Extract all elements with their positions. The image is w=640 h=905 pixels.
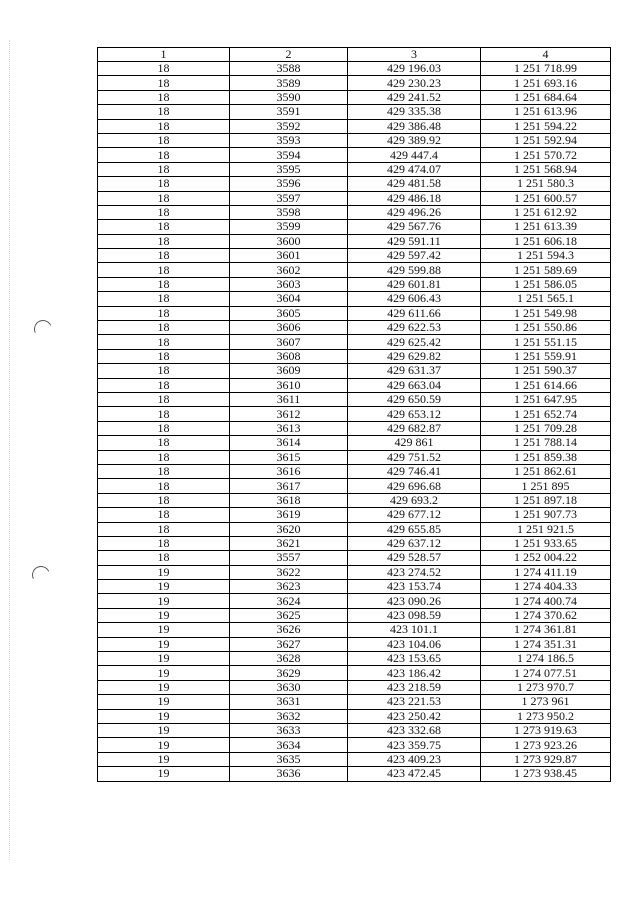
x-coordinate-cell: 429 335.38 bbox=[348, 105, 481, 119]
x-coordinate-cell: 429 241.52 bbox=[348, 90, 481, 104]
section-number-cell: 18 bbox=[98, 220, 230, 234]
y-coordinate-cell: 1 251 549.98 bbox=[481, 306, 611, 320]
section-number-cell: 18 bbox=[98, 191, 230, 205]
table-row bbox=[98, 551, 611, 565]
point-number-cell: 3590 bbox=[230, 90, 348, 104]
table-row bbox=[98, 594, 611, 608]
x-coordinate-cell: 429 486.18 bbox=[348, 191, 481, 205]
table-row bbox=[98, 162, 611, 176]
table-row bbox=[98, 292, 611, 306]
x-coordinate-cell: 423 153.65 bbox=[348, 652, 481, 666]
y-coordinate-cell: 1 251 580.3 bbox=[481, 177, 611, 191]
y-coordinate-cell: 1 251 586.05 bbox=[481, 277, 611, 291]
section-number-cell: 18 bbox=[98, 292, 230, 306]
table-row bbox=[98, 608, 611, 622]
x-coordinate-cell: 429 389.92 bbox=[348, 133, 481, 147]
y-coordinate-cell: 1 251 594.3 bbox=[481, 249, 611, 263]
y-coordinate-cell: 1 251 570.72 bbox=[481, 148, 611, 162]
table-row bbox=[98, 522, 611, 536]
x-coordinate-cell: 429 591.11 bbox=[348, 234, 481, 248]
y-coordinate-cell: 1 274 361.81 bbox=[481, 623, 611, 637]
section-number-cell: 18 bbox=[98, 90, 230, 104]
table-row bbox=[98, 493, 611, 507]
x-coordinate-cell: 429 696.68 bbox=[348, 479, 481, 493]
y-coordinate-cell: 1 251 693.16 bbox=[481, 76, 611, 90]
x-coordinate-cell: 423 409.23 bbox=[348, 752, 481, 766]
x-coordinate-cell: 429 682.87 bbox=[348, 421, 481, 435]
x-coordinate-cell: 429 751.52 bbox=[348, 450, 481, 464]
table-row bbox=[98, 349, 611, 363]
x-coordinate-cell: 423 218.59 bbox=[348, 680, 481, 694]
table-row bbox=[98, 752, 611, 766]
x-coordinate-cell: 423 098.59 bbox=[348, 608, 481, 622]
y-coordinate-cell: 1 251 592.94 bbox=[481, 133, 611, 147]
y-coordinate-cell: 1 274 370.62 bbox=[481, 608, 611, 622]
y-coordinate-cell: 1 273 938.45 bbox=[481, 767, 611, 781]
table-row bbox=[98, 90, 611, 104]
x-coordinate-cell: 429 474.07 bbox=[348, 162, 481, 176]
section-number-cell: 19 bbox=[98, 709, 230, 723]
x-coordinate-cell: 429 196.03 bbox=[348, 62, 481, 76]
table-row bbox=[98, 623, 611, 637]
point-number-cell: 3613 bbox=[230, 421, 348, 435]
table-row bbox=[98, 191, 611, 205]
point-number-cell: 3607 bbox=[230, 335, 348, 349]
table-row bbox=[98, 652, 611, 666]
y-coordinate-cell: 1 273 950.2 bbox=[481, 709, 611, 723]
table-row bbox=[98, 177, 611, 191]
section-number-cell: 18 bbox=[98, 263, 230, 277]
section-number-cell: 18 bbox=[98, 349, 230, 363]
point-number-cell: 3591 bbox=[230, 105, 348, 119]
section-number-cell: 18 bbox=[98, 407, 230, 421]
point-number-cell: 3596 bbox=[230, 177, 348, 191]
x-coordinate-cell: 429 606.43 bbox=[348, 292, 481, 306]
point-number-cell: 3631 bbox=[230, 695, 348, 709]
x-coordinate-cell: 429 629.82 bbox=[348, 349, 481, 363]
x-coordinate-cell: 429 622.53 bbox=[348, 321, 481, 335]
point-number-cell: 3605 bbox=[230, 306, 348, 320]
point-number-cell: 3632 bbox=[230, 709, 348, 723]
point-number-cell: 3616 bbox=[230, 464, 348, 478]
y-coordinate-cell: 1 274 186.5 bbox=[481, 652, 611, 666]
table-row bbox=[98, 119, 611, 133]
point-number-cell: 3636 bbox=[230, 767, 348, 781]
point-number-cell: 3633 bbox=[230, 723, 348, 737]
section-number-cell: 18 bbox=[98, 205, 230, 219]
y-coordinate-cell: 1 273 929.87 bbox=[481, 752, 611, 766]
section-number-cell: 18 bbox=[98, 436, 230, 450]
section-number-cell: 18 bbox=[98, 321, 230, 335]
section-number-cell: 19 bbox=[98, 652, 230, 666]
x-coordinate-cell: 429 746.41 bbox=[348, 464, 481, 478]
x-coordinate-cell: 429 481.58 bbox=[348, 177, 481, 191]
table-row bbox=[98, 723, 611, 737]
column-header: 1 bbox=[98, 48, 230, 62]
x-coordinate-cell: 429 861 bbox=[348, 436, 481, 450]
section-number-cell: 19 bbox=[98, 752, 230, 766]
table-row bbox=[98, 148, 611, 162]
y-coordinate-cell: 1 274 077.51 bbox=[481, 666, 611, 680]
point-number-cell: 3557 bbox=[230, 551, 348, 565]
table-row bbox=[98, 335, 611, 349]
y-coordinate-cell: 1 251 606.18 bbox=[481, 234, 611, 248]
section-number-cell: 19 bbox=[98, 723, 230, 737]
point-number-cell: 3603 bbox=[230, 277, 348, 291]
section-number-cell: 18 bbox=[98, 105, 230, 119]
x-coordinate-cell: 423 090.26 bbox=[348, 594, 481, 608]
x-coordinate-cell: 423 101.1 bbox=[348, 623, 481, 637]
section-number-cell: 19 bbox=[98, 594, 230, 608]
table-row bbox=[98, 637, 611, 651]
point-number-cell: 3617 bbox=[230, 479, 348, 493]
x-coordinate-cell: 423 104.06 bbox=[348, 637, 481, 651]
table-row bbox=[98, 767, 611, 781]
y-coordinate-cell: 1 251 897.18 bbox=[481, 493, 611, 507]
x-coordinate-cell: 429 631.37 bbox=[348, 364, 481, 378]
table-row bbox=[98, 378, 611, 392]
y-coordinate-cell: 1 273 923.26 bbox=[481, 738, 611, 752]
point-number-cell: 3624 bbox=[230, 594, 348, 608]
point-number-cell: 3602 bbox=[230, 263, 348, 277]
section-number-cell: 19 bbox=[98, 666, 230, 680]
table-row bbox=[98, 62, 611, 76]
point-number-cell: 3621 bbox=[230, 536, 348, 550]
point-number-cell: 3600 bbox=[230, 234, 348, 248]
x-coordinate-cell: 429 625.42 bbox=[348, 335, 481, 349]
column-header: 3 bbox=[348, 48, 481, 62]
point-number-cell: 3628 bbox=[230, 652, 348, 666]
section-number-cell: 18 bbox=[98, 392, 230, 406]
point-number-cell: 3598 bbox=[230, 205, 348, 219]
column-header: 4 bbox=[481, 48, 611, 62]
x-coordinate-cell: 429 496.26 bbox=[348, 205, 481, 219]
section-number-cell: 19 bbox=[98, 695, 230, 709]
y-coordinate-cell: 1 251 565.1 bbox=[481, 292, 611, 306]
y-coordinate-cell: 1 251 684.64 bbox=[481, 90, 611, 104]
point-number-cell: 3606 bbox=[230, 321, 348, 335]
x-coordinate-cell: 429 567.76 bbox=[348, 220, 481, 234]
table-row bbox=[98, 76, 611, 90]
table-row bbox=[98, 666, 611, 680]
y-coordinate-cell: 1 251 647.95 bbox=[481, 392, 611, 406]
x-coordinate-cell: 423 250.42 bbox=[348, 709, 481, 723]
x-coordinate-cell: 423 332.68 bbox=[348, 723, 481, 737]
y-coordinate-cell: 1 251 614.66 bbox=[481, 378, 611, 392]
section-number-cell: 18 bbox=[98, 522, 230, 536]
x-coordinate-cell: 429 386.48 bbox=[348, 119, 481, 133]
point-number-cell: 3599 bbox=[230, 220, 348, 234]
x-coordinate-cell: 429 663.04 bbox=[348, 378, 481, 392]
point-number-cell: 3619 bbox=[230, 508, 348, 522]
y-coordinate-cell: 1 251 652.74 bbox=[481, 407, 611, 421]
table-row bbox=[98, 105, 611, 119]
punch-hole-mark bbox=[29, 563, 52, 586]
x-coordinate-cell: 429 653.12 bbox=[348, 407, 481, 421]
point-number-cell: 3611 bbox=[230, 392, 348, 406]
section-number-cell: 18 bbox=[98, 133, 230, 147]
point-number-cell: 3610 bbox=[230, 378, 348, 392]
table-row bbox=[98, 464, 611, 478]
x-coordinate-cell: 423 274.52 bbox=[348, 565, 481, 579]
table-row bbox=[98, 263, 611, 277]
x-coordinate-cell: 429 528.57 bbox=[348, 551, 481, 565]
y-coordinate-cell: 1 251 862.61 bbox=[481, 464, 611, 478]
y-coordinate-cell: 1 251 613.96 bbox=[481, 105, 611, 119]
table-row bbox=[98, 508, 611, 522]
table-row bbox=[98, 220, 611, 234]
table-row bbox=[98, 421, 611, 435]
table-row bbox=[98, 738, 611, 752]
punch-hole-mark bbox=[31, 317, 54, 340]
section-number-cell: 18 bbox=[98, 76, 230, 90]
point-number-cell: 3588 bbox=[230, 62, 348, 76]
section-number-cell: 18 bbox=[98, 148, 230, 162]
y-coordinate-cell: 1 252 004.22 bbox=[481, 551, 611, 565]
section-number-cell: 19 bbox=[98, 637, 230, 651]
table-row bbox=[98, 709, 611, 723]
y-coordinate-cell: 1 274 400.74 bbox=[481, 594, 611, 608]
x-coordinate-cell: 423 221.53 bbox=[348, 695, 481, 709]
section-number-cell: 18 bbox=[98, 249, 230, 263]
table-row bbox=[98, 580, 611, 594]
table-row bbox=[98, 364, 611, 378]
y-coordinate-cell: 1 251 895 bbox=[481, 479, 611, 493]
y-coordinate-cell: 1 274 404.33 bbox=[481, 580, 611, 594]
point-number-cell: 3625 bbox=[230, 608, 348, 622]
section-number-cell: 18 bbox=[98, 378, 230, 392]
section-number-cell: 18 bbox=[98, 62, 230, 76]
x-coordinate-cell: 429 601.81 bbox=[348, 277, 481, 291]
y-coordinate-cell: 1 251 907.73 bbox=[481, 508, 611, 522]
x-coordinate-cell: 429 611.66 bbox=[348, 306, 481, 320]
y-coordinate-cell: 1 251 590.37 bbox=[481, 364, 611, 378]
section-number-cell: 19 bbox=[98, 680, 230, 694]
y-coordinate-cell: 1 251 718.99 bbox=[481, 62, 611, 76]
section-number-cell: 18 bbox=[98, 479, 230, 493]
y-coordinate-cell: 1 251 933.65 bbox=[481, 536, 611, 550]
x-coordinate-cell: 423 153.74 bbox=[348, 580, 481, 594]
y-coordinate-cell: 1 251 612.92 bbox=[481, 205, 611, 219]
y-coordinate-cell: 1 274 411.19 bbox=[481, 565, 611, 579]
table-row bbox=[98, 565, 611, 579]
point-number-cell: 3615 bbox=[230, 450, 348, 464]
point-number-cell: 3608 bbox=[230, 349, 348, 363]
section-number-cell: 19 bbox=[98, 623, 230, 637]
point-number-cell: 3592 bbox=[230, 119, 348, 133]
point-number-cell: 3614 bbox=[230, 436, 348, 450]
section-number-cell: 18 bbox=[98, 551, 230, 565]
point-number-cell: 3589 bbox=[230, 76, 348, 90]
section-number-cell: 18 bbox=[98, 450, 230, 464]
x-coordinate-cell: 429 230.23 bbox=[348, 76, 481, 90]
table-row bbox=[98, 133, 611, 147]
section-number-cell: 19 bbox=[98, 608, 230, 622]
section-number-cell: 19 bbox=[98, 580, 230, 594]
point-number-cell: 3594 bbox=[230, 148, 348, 162]
y-coordinate-cell: 1 251 550.86 bbox=[481, 321, 611, 335]
table-row bbox=[98, 277, 611, 291]
y-coordinate-cell: 1 251 921.5 bbox=[481, 522, 611, 536]
table-row bbox=[98, 249, 611, 263]
section-number-cell: 18 bbox=[98, 364, 230, 378]
column-header: 2 bbox=[230, 48, 348, 62]
x-coordinate-cell: 429 599.88 bbox=[348, 263, 481, 277]
y-coordinate-cell: 1 251 589.69 bbox=[481, 263, 611, 277]
table-row bbox=[98, 436, 611, 450]
y-coordinate-cell: 1 251 613.39 bbox=[481, 220, 611, 234]
point-number-cell: 3620 bbox=[230, 522, 348, 536]
section-number-cell: 19 bbox=[98, 738, 230, 752]
table-row bbox=[98, 321, 611, 335]
y-coordinate-cell: 1 251 568.94 bbox=[481, 162, 611, 176]
x-coordinate-cell: 429 677.12 bbox=[348, 508, 481, 522]
table-row bbox=[98, 392, 611, 406]
table-row bbox=[98, 450, 611, 464]
point-number-cell: 3623 bbox=[230, 580, 348, 594]
section-number-cell: 18 bbox=[98, 508, 230, 522]
section-number-cell: 18 bbox=[98, 493, 230, 507]
point-number-cell: 3604 bbox=[230, 292, 348, 306]
point-number-cell: 3593 bbox=[230, 133, 348, 147]
section-number-cell: 19 bbox=[98, 565, 230, 579]
y-coordinate-cell: 1 273 919.63 bbox=[481, 723, 611, 737]
y-coordinate-cell: 1 251 859.38 bbox=[481, 450, 611, 464]
x-coordinate-cell: 429 650.59 bbox=[348, 392, 481, 406]
point-number-cell: 3618 bbox=[230, 493, 348, 507]
y-coordinate-cell: 1 274 351.31 bbox=[481, 637, 611, 651]
section-number-cell: 18 bbox=[98, 162, 230, 176]
section-number-cell: 18 bbox=[98, 421, 230, 435]
section-number-cell: 18 bbox=[98, 277, 230, 291]
section-number-cell: 18 bbox=[98, 464, 230, 478]
x-coordinate-cell: 429 447.4 bbox=[348, 148, 481, 162]
point-number-cell: 3612 bbox=[230, 407, 348, 421]
y-coordinate-cell: 1 251 709.28 bbox=[481, 421, 611, 435]
x-coordinate-cell: 429 693.2 bbox=[348, 493, 481, 507]
table-row bbox=[98, 479, 611, 493]
point-number-cell: 3627 bbox=[230, 637, 348, 651]
section-number-cell: 19 bbox=[98, 767, 230, 781]
point-number-cell: 3597 bbox=[230, 191, 348, 205]
section-number-cell: 18 bbox=[98, 306, 230, 320]
y-coordinate-cell: 1 251 559.91 bbox=[481, 349, 611, 363]
section-number-cell: 18 bbox=[98, 119, 230, 133]
point-number-cell: 3626 bbox=[230, 623, 348, 637]
table-body bbox=[98, 62, 611, 782]
point-number-cell: 3601 bbox=[230, 249, 348, 263]
section-number-cell: 18 bbox=[98, 536, 230, 550]
y-coordinate-cell: 1 251 600.57 bbox=[481, 191, 611, 205]
x-coordinate-cell: 423 359.75 bbox=[348, 738, 481, 752]
y-coordinate-cell: 1 251 788.14 bbox=[481, 436, 611, 450]
table-row bbox=[98, 695, 611, 709]
section-number-cell: 18 bbox=[98, 335, 230, 349]
y-coordinate-cell: 1 251 551.15 bbox=[481, 335, 611, 349]
point-number-cell: 3630 bbox=[230, 680, 348, 694]
table-row bbox=[98, 680, 611, 694]
y-coordinate-cell: 1 251 594.22 bbox=[481, 119, 611, 133]
table-row bbox=[98, 306, 611, 320]
point-number-cell: 3629 bbox=[230, 666, 348, 680]
point-number-cell: 3609 bbox=[230, 364, 348, 378]
point-number-cell: 3595 bbox=[230, 162, 348, 176]
table-row bbox=[98, 536, 611, 550]
x-coordinate-cell: 423 472.45 bbox=[348, 767, 481, 781]
section-number-cell: 18 bbox=[98, 177, 230, 191]
table-header-row bbox=[98, 48, 611, 62]
point-number-cell: 3622 bbox=[230, 565, 348, 579]
coordinates-table bbox=[97, 47, 611, 782]
table-row bbox=[98, 205, 611, 219]
y-coordinate-cell: 1 273 970.7 bbox=[481, 680, 611, 694]
x-coordinate-cell: 423 186.42 bbox=[348, 666, 481, 680]
x-coordinate-cell: 429 597.42 bbox=[348, 249, 481, 263]
section-number-cell: 18 bbox=[98, 234, 230, 248]
x-coordinate-cell: 429 637.12 bbox=[348, 536, 481, 550]
point-number-cell: 3634 bbox=[230, 738, 348, 752]
table-row bbox=[98, 234, 611, 248]
y-coordinate-cell: 1 273 961 bbox=[481, 695, 611, 709]
scan-margin-line bbox=[9, 40, 10, 860]
table-row bbox=[98, 407, 611, 421]
point-number-cell: 3635 bbox=[230, 752, 348, 766]
x-coordinate-cell: 429 655.85 bbox=[348, 522, 481, 536]
